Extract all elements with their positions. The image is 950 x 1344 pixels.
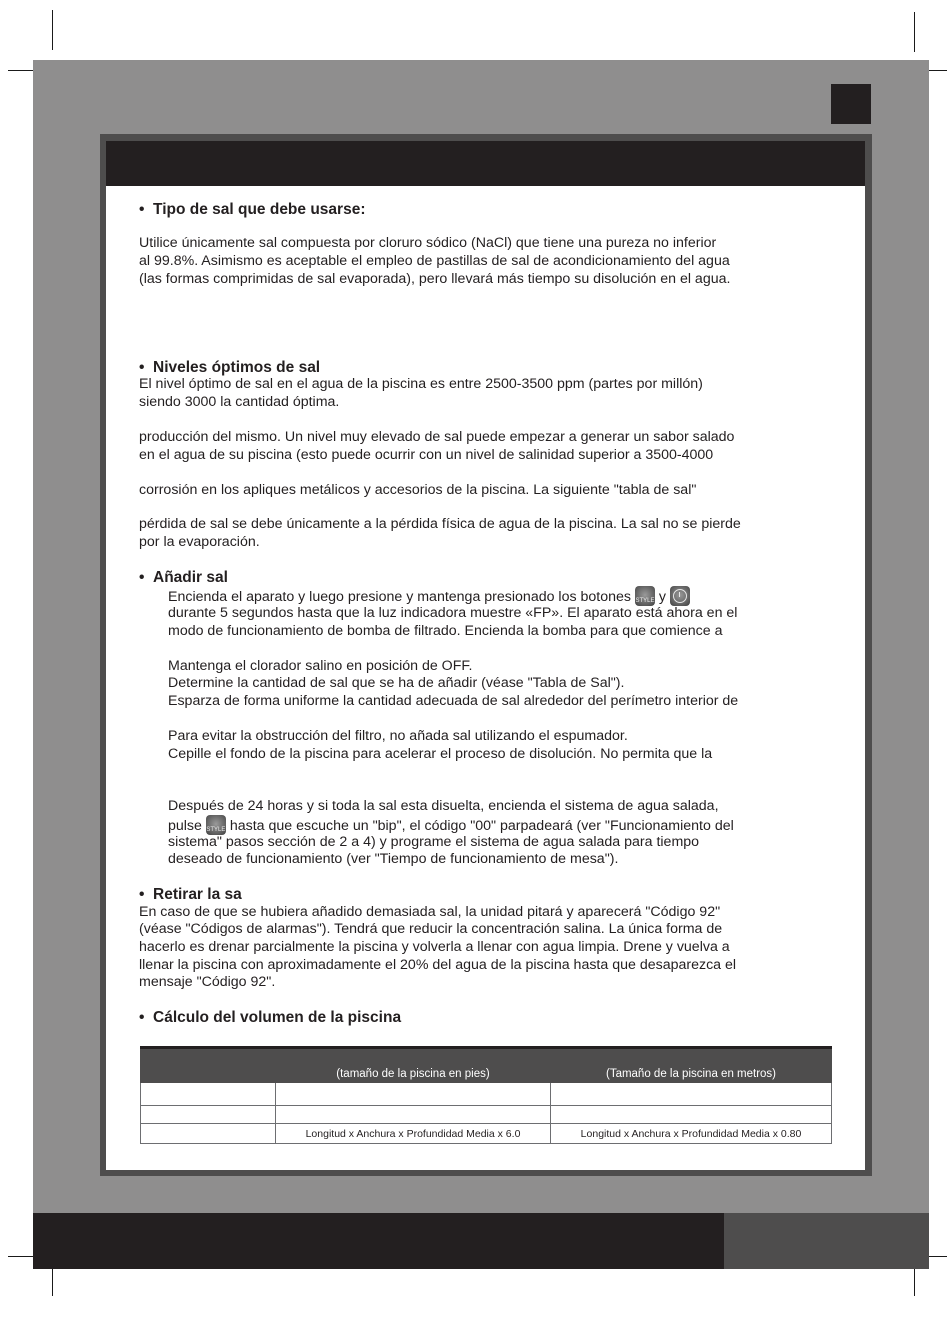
paragraph-line: En caso de que se hubiera añadido demasiada sal, la unidad pitará y aparecerá "Código 92" (139, 904, 721, 920)
table-row (141, 1083, 832, 1106)
table-cell (141, 1106, 276, 1124)
style-button-icon (206, 815, 226, 835)
line-text: hasta que escuche un "bip", el código "00" parpadeará (ver "Funcionamiento del (229, 818, 734, 834)
paragraph-line: siendo 3000 la cantidad óptima. (139, 394, 340, 410)
table-cell: Longitud x Anchura x Profundidad Media x 0.80 (551, 1124, 832, 1144)
footer-page-tab (724, 1213, 929, 1269)
table-cell: Longitud x Anchura x Profundidad Media x 6.0 (276, 1124, 551, 1144)
paragraph-line: producción del mismo. Un nivel muy elevado de sal puede empezar a generar un sabor salado (139, 429, 735, 445)
paragraph-line: hacerlo es drenar parcialmente la piscina y volverla a llenar con agua limpia. Drene y vuelva a (139, 939, 730, 955)
paragraph-line: deseado de funcionamiento (ver "Tiempo de funcionamiento de mesa"). (168, 851, 619, 867)
line-text: pulse (168, 818, 202, 834)
page-corner-tab (831, 84, 871, 124)
paragraph-line: modo de funcionamiento de bomba de filtrado. Encienda la bomba para que comience a (168, 623, 723, 639)
table-row (141, 1106, 832, 1124)
paragraph-line: Utilice únicamente sal compuesta por cloruro sódico (NaCl) que tiene una pureza no inferior (139, 235, 717, 251)
line-text: y (658, 589, 666, 605)
table-cell (276, 1106, 551, 1124)
heading-tipo-de-sal: • Tipo de sal que debe usarse: (139, 201, 366, 218)
line-text: Encienda el aparato y luego presione y mantenga presionado los botones (168, 589, 631, 605)
paragraph-line: El nivel óptimo de sal en el agua de la piscina es entre 2500-3500 ppm (partes por millón) (139, 376, 703, 392)
table-cell (141, 1124, 276, 1144)
paragraph-line (168, 586, 690, 606)
heading-niveles-optimos: • Niveles óptimos de sal (139, 359, 321, 376)
paragraph-line: por la evaporación. (139, 534, 260, 550)
paragraph-line: en el agua de su piscina (esto puede ocurrir con un nivel de salinidad superior a 3500-4000 (139, 447, 714, 463)
table-header-cell (141, 1048, 276, 1083)
table-header-cell: (tamaño de la piscina en pies) (276, 1048, 551, 1083)
paragraph-line: Esparza de forma uniforme la cantidad adecuada de sal alrededor del perímetro interior de (168, 693, 739, 709)
table-header-cell: (Tamaño de la piscina en metros) (551, 1048, 832, 1083)
paragraph-line: durante 5 segundos hasta que la luz indicadora muestre «FP». El aparato está ahora en el (168, 605, 738, 621)
paragraph-line: Para evitar la obstrucción del filtro, no añada sal utilizando el espumador. (168, 728, 628, 744)
table-cell (141, 1083, 276, 1106)
heading-anadir-sal: • Añadir sal (139, 569, 228, 586)
paragraph-line: corrosión en los apliques metálicos y accesorios de la piscina. La siguiente "tabla de sal" (139, 482, 697, 498)
paragraph-line: (las formas comprimidas de sal evaporada), pero llevará más tiempo su disolución en el agua. (139, 271, 731, 287)
paragraph-line: (véase "Códigos de alarmas"). Tendrá que reducir la concentración salina. La única forma de (139, 921, 723, 937)
clock-button-icon (670, 586, 690, 606)
footer-bar (33, 1213, 724, 1269)
volume-table (140, 1046, 832, 1144)
paragraph-line (168, 815, 734, 835)
paragraph-line: pérdida de sal se debe únicamente a la pérdida física de agua de la piscina. La sal no se pierde (139, 516, 741, 532)
paragraph-line: al 99.8%. Asimismo es aceptable el empleo de pastillas de sal de acondicionamiento del agua (139, 253, 730, 269)
paragraph-line: llenar la piscina con aproximadamente el 20% del agua de la piscina hasta que desaparezca el (139, 957, 737, 973)
paragraph-line: Después de 24 horas y si toda la sal esta disuelta, encienda el sistema de agua salada, (168, 798, 719, 814)
table-cell (551, 1106, 832, 1124)
content-panel-header (106, 141, 865, 186)
paragraph-line: mensaje "Código 92". (139, 974, 276, 990)
style-button-icon (635, 586, 655, 606)
crop-mark (914, 1268, 915, 1296)
paragraph-line: Cepille el fondo de la piscina para acelerar el proceso de disolución. No permita que la (168, 746, 713, 762)
table-row (141, 1124, 832, 1144)
crop-mark (914, 12, 915, 52)
heading-retirar-sal: • Retirar la sa (139, 886, 242, 903)
table-cell (276, 1083, 551, 1106)
style-button-label: STYLE (206, 827, 226, 833)
style-button-label: STYLE (635, 598, 655, 604)
paragraph-line: Mantenga el clorador salino en posición de OFF. (168, 658, 473, 674)
table-header-row (141, 1048, 832, 1083)
paragraph-line: Determine la cantidad de sal que se ha de añadir (véase "Tabla de Sal"). (168, 675, 625, 691)
crop-mark (52, 1268, 53, 1296)
crop-mark (52, 10, 53, 50)
table-cell (551, 1083, 832, 1106)
paragraph-line: sistema" pasos sección de 2 a 4) y programe el sistema de agua salada para tiempo (168, 834, 700, 850)
heading-calculo-volumen: • Cálculo del volumen de la piscina (139, 1009, 402, 1026)
